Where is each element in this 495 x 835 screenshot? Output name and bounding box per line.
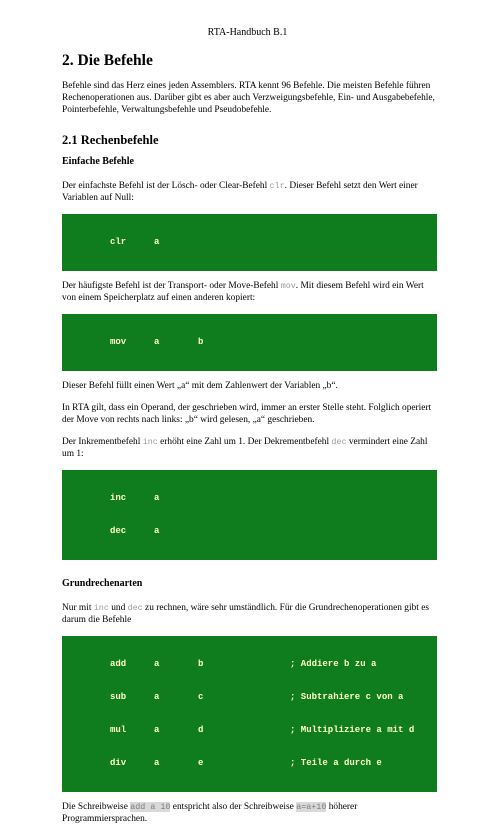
- paragraph-incdec: [62, 436, 437, 460]
- text: höherer Programmiersprachen.: [62, 802, 358, 824]
- text: Der häufigste Befehl ist der Transport- oder Move-Befehl: [62, 281, 281, 291]
- code-op: inc: [110, 493, 127, 503]
- code-op: mov: [110, 337, 127, 347]
- code-comment: ; Teile a durch e: [290, 758, 382, 768]
- text: entspricht also der Schreibweise: [170, 802, 297, 812]
- chapter-intro: Befehle sind das Herz eines jeden Assemblers. RTA kennt 96 Befehle. Die meisten Befehle führen Rechenoperationen aus. Darüber gibt es aber auch Verzweigungsbefehle, Ein- und Ausgabebefehle, Pointerbefehle, Verwaltungsbefehle und Pseudobefehle.: [62, 81, 435, 115]
- code-arg: a: [154, 725, 160, 735]
- inline-code: inc: [93, 603, 109, 613]
- code-line: [110, 659, 437, 670]
- text: Der Inkrementbefehl: [62, 437, 143, 447]
- code-arg: a: [154, 526, 160, 536]
- code-op: clr: [110, 237, 127, 247]
- text: Nur mit: [62, 603, 94, 613]
- code-arg: b: [198, 337, 204, 347]
- code-arg: a: [154, 337, 160, 347]
- code-arg: a: [154, 758, 160, 768]
- inline-code-highlighted: a=a+10: [296, 802, 327, 812]
- text: vermindert eine Zahl um 1:: [62, 437, 428, 459]
- text: und: [108, 603, 128, 613]
- code-block-mov: [62, 314, 437, 371]
- code-block-incdec: [62, 470, 437, 560]
- paragraph-fill: Dieser Befehl füllt einen Wert „a“ mit dem Zahlenwert der Variablen „b“.: [62, 381, 338, 391]
- code-arg: a: [154, 493, 160, 503]
- inline-code-highlighted: add a 10: [130, 802, 171, 812]
- running-header: RTA-Handbuch B.1: [207, 27, 288, 38]
- code-op: div: [110, 758, 127, 768]
- code-line: [110, 337, 437, 348]
- paragraph-clr: [62, 180, 437, 204]
- paragraph-mov: [62, 280, 437, 304]
- subsection-title-basic: Einfache Befehle: [62, 156, 134, 167]
- code-line: [110, 493, 437, 504]
- chapter-title: 2. Die Befehle: [62, 52, 153, 69]
- paragraph-arith: [62, 602, 437, 626]
- paragraph-order: In RTA gilt, dass ein Operand, der geschrieben wird, immer an erster Stelle steht. Folglich operiert der Move von rechts nach links: „b“ wird gelesen, „a“ geschrieben.: [62, 403, 432, 425]
- code-comment: ; Subtrahiere c von a: [290, 692, 404, 702]
- page-content: [62, 52, 437, 835]
- paragraph-style: [62, 801, 437, 825]
- inline-code: dec: [127, 603, 143, 613]
- code-block-arith: [62, 636, 437, 792]
- code-arg: a: [154, 659, 160, 669]
- code-arg: a: [154, 237, 160, 247]
- text: Der einfachste Befehl ist der Lösch- oder Clear-Befehl: [62, 181, 270, 191]
- text: erhöht eine Zahl um 1. Der Dekrementbefehl: [157, 437, 332, 447]
- text: Die Schreibweise: [62, 802, 131, 812]
- text: zu rechnen, wäre sehr umständlich. Für die Grundrechenoperationen gibt es darum die Befehle: [62, 603, 430, 625]
- code-line: [110, 692, 437, 703]
- code-arg: b: [198, 659, 204, 669]
- section-title: 2.1 Rechenbefehle: [62, 133, 159, 147]
- inline-code: mov: [280, 281, 296, 291]
- code-op: dec: [110, 526, 127, 536]
- text: . Dieser Befehl setzt den Wert einer Variablen auf Null:: [62, 181, 418, 203]
- code-block-clr: [62, 214, 437, 271]
- inline-code: inc: [142, 437, 158, 447]
- subsection-title-arith: Grundrechenarten: [62, 578, 143, 589]
- code-line: [110, 758, 437, 769]
- inline-code: dec: [331, 437, 347, 447]
- code-arg: a: [154, 692, 160, 702]
- code-arg: e: [198, 758, 204, 768]
- code-op: mul: [110, 725, 127, 735]
- code-op: sub: [110, 692, 127, 702]
- code-comment: ; Addiere b zu a: [290, 659, 377, 669]
- inline-code: clr: [269, 181, 285, 191]
- code-comment: ; Multipliziere a mit d: [290, 725, 415, 735]
- code-line: [110, 237, 437, 248]
- code-line: [110, 526, 437, 537]
- code-arg: d: [198, 725, 204, 735]
- code-op: add: [110, 659, 127, 669]
- text: . Mit diesem Befehl wird ein Wert von einem Speicherplatz auf einen anderen kopiert:: [62, 281, 424, 303]
- code-arg: c: [198, 692, 204, 702]
- code-line: [110, 725, 437, 736]
